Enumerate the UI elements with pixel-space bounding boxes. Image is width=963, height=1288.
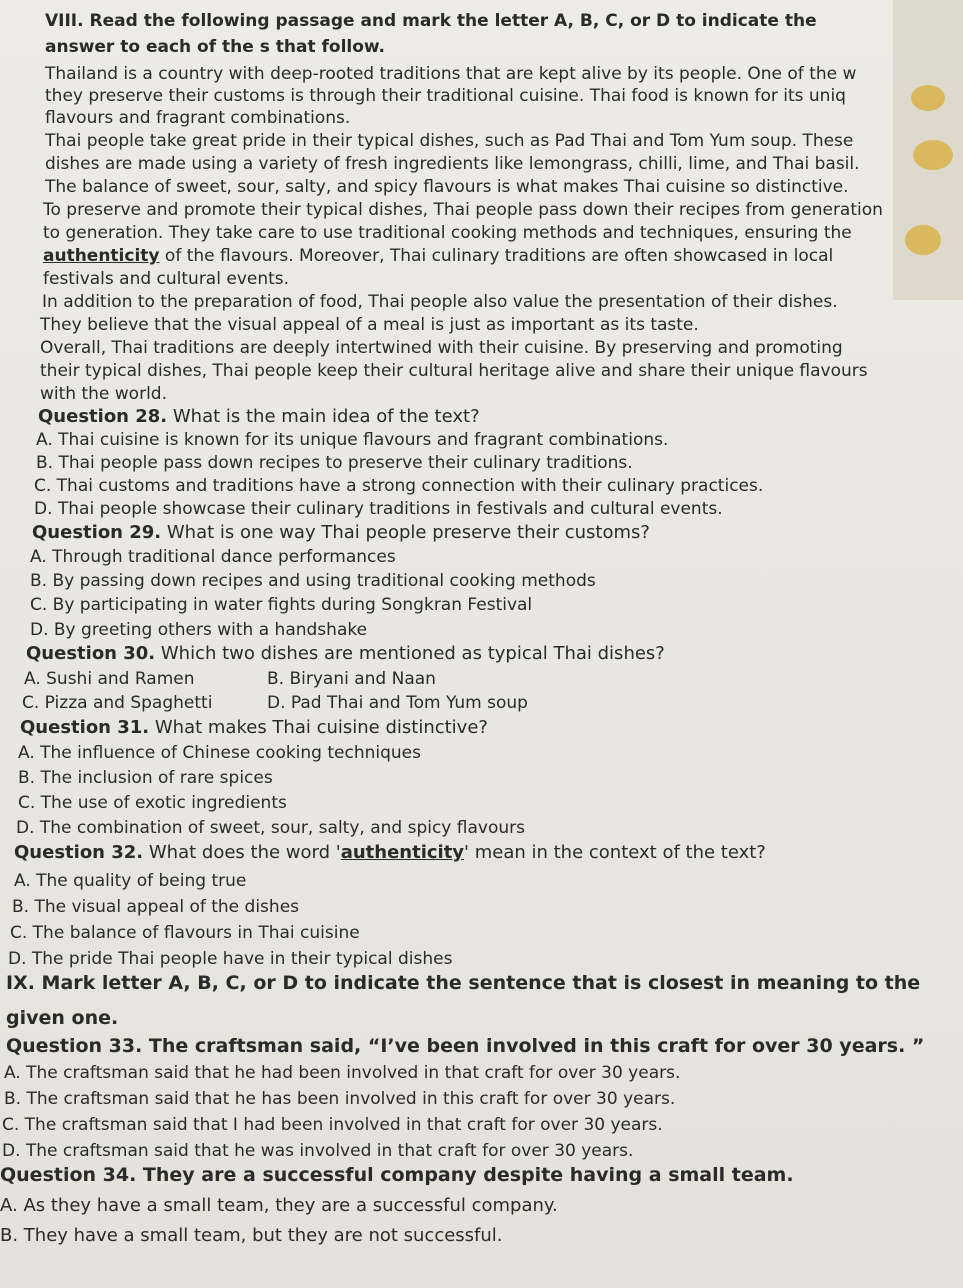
passage-line: To preserve and promote their typical dishes, Thai people pass down their recipes from generation <box>43 200 883 220</box>
passage-line: their typical dishes, Thai people keep their cultural heritage alive and share their unique flavours <box>40 361 868 381</box>
option-a[interactable]: A. Sushi and Ramen <box>24 669 195 689</box>
option-d[interactable]: D. The combination of sweet, sour, salty, and spicy flavours <box>16 818 525 838</box>
section-8-heading-cont: answer to each of the s that follow. <box>45 37 385 57</box>
section-8-heading: VIII. Read the following passage and mark the letter A, B, C, or D to indicate the <box>45 11 817 31</box>
passage-line: Thai people take great pride in their typical dishes, such as Pad Thai and Tom Yum soup. These <box>45 131 854 151</box>
decor-blob <box>913 140 953 170</box>
question-label: Question 28. <box>38 406 168 427</box>
option-d[interactable]: D. The pride Thai people have in their typical dishes <box>8 949 453 969</box>
decor-blob <box>905 225 941 255</box>
passage-line <box>43 245 833 267</box>
option-b[interactable]: B. They have a small team, but they are not successful. <box>0 1225 503 1246</box>
passage-line: In addition to the preparation of food, Thai people also value the presentation of their dishes. <box>42 292 838 312</box>
option-d[interactable]: D. Pad Thai and Tom Yum soup <box>267 693 528 713</box>
passage-line: flavours and fragrant combinations. <box>45 108 351 128</box>
underlined-word: authenticity <box>43 246 160 266</box>
option-a[interactable]: A. The quality of being true <box>14 871 247 891</box>
option-b[interactable]: B. The inclusion of rare spices <box>18 768 273 788</box>
passage-line: The balance of sweet, sour, salty, and spicy flavours is what makes Thai cuisine so distinctive. <box>45 177 849 197</box>
option-c[interactable]: C. Pizza and Spaghetti <box>22 693 213 713</box>
question-label: Question 30. <box>26 643 156 664</box>
passage-line: Thailand is a country with deep-rooted traditions that are kept alive by its people. One of the w <box>45 64 857 84</box>
option-b[interactable]: B. Thai people pass down recipes to preserve their culinary traditions. <box>36 453 633 473</box>
option-c[interactable]: C. The balance of flavours in Thai cuisine <box>10 923 360 943</box>
option-b[interactable]: B. By passing down recipes and using traditional cooking methods <box>30 571 596 591</box>
option-a[interactable]: A. The influence of Chinese cooking techniques <box>18 743 422 763</box>
passage-line: festivals and cultural events. <box>43 269 290 289</box>
question-label: Question 31. <box>20 717 150 738</box>
question-33: Question 33. The craftsman said, “I’ve been involved in this craft for over 30 years. ” <box>6 1035 925 1057</box>
option-b[interactable]: B. Biryani and Naan <box>267 669 436 689</box>
option-a[interactable]: A. Thai cuisine is known for its unique flavours and fragrant combinations. <box>36 430 669 450</box>
option-a[interactable]: A. As they have a small team, they are a successful company. <box>0 1195 558 1216</box>
question-text: What does the word ' <box>143 842 341 863</box>
option-c[interactable]: C. By participating in water fights during Songkran Festival <box>30 595 533 615</box>
passage-line: they preserve their customs is through their traditional cuisine. Thai food is known for its uniq <box>45 86 846 106</box>
option-c[interactable]: C. The use of exotic ingredients <box>18 793 287 813</box>
underlined-word: authenticity <box>340 842 465 863</box>
question-text: What is the main idea of the text? <box>167 406 480 427</box>
question-30 <box>26 643 665 665</box>
passage-text: of the flavours. Moreover, Thai culinary traditions are often showcased in local <box>159 246 834 266</box>
question-text: ' mean in the context of the text? <box>464 842 766 863</box>
passage-line: Overall, Thai traditions are deeply intertwined with their cuisine. By preserving and promoting <box>40 338 843 358</box>
question-31 <box>20 717 488 739</box>
passage-line: dishes are made using a variety of fresh ingredients like lemongrass, chilli, lime, and Thai basil. <box>45 154 860 174</box>
question-32 <box>14 842 766 864</box>
option-d[interactable]: D. By greeting others with a handshake <box>30 620 368 640</box>
passage-line: They believe that the visual appeal of a meal is just as important as its taste. <box>40 315 699 335</box>
option-d[interactable]: D. Thai people showcase their culinary traditions in festivals and cultural events. <box>34 499 723 519</box>
option-c[interactable]: C. Thai customs and traditions have a strong connection with their culinary practices. <box>34 476 764 496</box>
option-c[interactable]: C. The craftsman said that I had been involved in that craft for over 30 years. <box>2 1115 663 1135</box>
question-text: What is one way Thai people preserve their customs? <box>161 522 650 543</box>
question-29 <box>32 522 650 544</box>
option-a[interactable]: A. The craftsman said that he had been involved in that craft for over 30 years. <box>4 1063 681 1083</box>
decor-blob <box>911 85 945 111</box>
question-28 <box>38 406 480 428</box>
question-label: Question 29. <box>32 522 162 543</box>
option-b[interactable]: B. The visual appeal of the dishes <box>12 897 300 917</box>
option-b[interactable]: B. The craftsman said that he has been involved in this craft for over 30 years. <box>4 1089 676 1109</box>
question-34: Question 34. They are a successful company despite having a small team. <box>0 1164 794 1186</box>
section-9-heading-cont: given one. <box>6 1007 119 1029</box>
passage-line: to generation. They take care to use traditional cooking methods and techniques, ensuring the <box>43 223 852 243</box>
question-label: Question 32. <box>14 842 144 863</box>
question-text: What makes Thai cuisine distinctive? <box>149 717 488 738</box>
option-d[interactable]: D. The craftsman said that he was involved in that craft for over 30 years. <box>2 1141 634 1161</box>
passage-line: with the world. <box>40 384 167 404</box>
question-text: Which two dishes are mentioned as typical Thai dishes? <box>155 643 665 664</box>
option-a[interactable]: A. Through traditional dance performances <box>30 547 396 567</box>
section-9-heading: IX. Mark letter A, B, C, or D to indicate the sentence that is closest in meaning to the <box>6 972 921 994</box>
